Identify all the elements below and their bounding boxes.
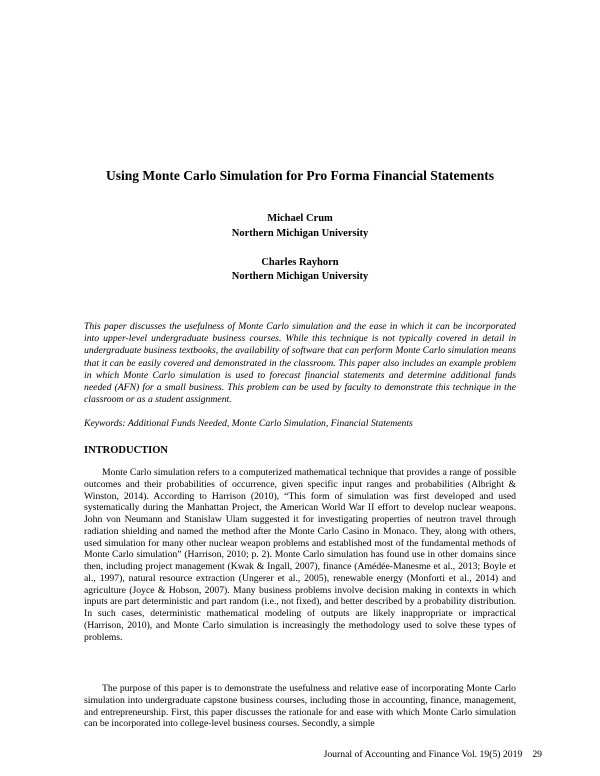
author-affiliation: Northern Michigan University: [231, 228, 369, 239]
keywords: Keywords: Additional Funds Needed, Monte Carlo Simulation, Financial Statements: [84, 418, 413, 429]
section-heading: INTRODUCTION: [84, 445, 169, 456]
author-affiliation: Northern Michigan University: [231, 271, 369, 282]
author-name: Michael Crum: [267, 213, 333, 224]
page-footer: [324, 749, 542, 761]
paper-title: Using Monte Carlo Simulation for Pro Forma Financial Statements: [106, 168, 494, 183]
page-number: 29: [532, 749, 542, 760]
journal-citation: Journal of Accounting and Finance Vol. 19(5) 2019: [323, 749, 523, 760]
body-paragraph: Monte Carlo simulation refers to a computerized mathematical technique that provides a range of possible outcomes and their probabilities of occurrence, given specific input ranges and probabilities (Albright & Winston, 2014). According to Harrison (2010), “This form of simulation was first developed and used systematically during the Manhattan Project, the American World War II effort to develop nuclear weapons. John von Neumann and Stanislaw Ulam suggested it for investigating properties of neutron travel through radiation shielding and named the method after the Monte Carlo Casino in Monaco. They, along with others, used simulation for many other nuclear weapon problems and established most of the fundamental methods of Monte Carlo simulation” (Harrison, 2010; p. 2). Monte Carlo simulation has found use in other domains since then, including project management (Kwak & Ingall, 2007), finance (Amédée-Manesme et al., 2013; Boyle et al., 1997), natural resource extraction (Ungerer et al., 2005), renewable energy (Monforti et al., 2014) and agriculture (Joyce & Hobson, 2007). Many business problems involve decision making in contexts in which inputs are part deterministic and part random (i.e., not fixed), and better described by a probability distribution. In such cases, deterministic mathematical modeling of outputs are likely inappropriate or impractical (Harrison, 2010), and Monte Carlo simulation is increasingly the methodology used to solve these types of problems.: [84, 467, 516, 643]
body-paragraph: The purpose of this paper is to demonstrate the usefulness and relative ease of incorporating Monte Carlo simulation into undergraduate capstone business courses, including those in accounting, finance, management, and entrepreneurship. First, this paper discusses the rationale for and ease with which Monte Carlo simulation can be incorporated into college-level business courses. Secondly, a simple: [84, 683, 516, 730]
author-name: Charles Rayhorn: [261, 257, 339, 268]
abstract: This paper discusses the usefulness of Monte Carlo simulation and the ease in which it can be incorporated into upper-level undergraduate business courses. While this technique is not typically covered in detail in undergraduate business textbooks, the availability of software that can perform Monte Carlo simulation means that it can be easily covered and demonstrated in the classroom. This paper also includes an example problem in which Monte Carlo simulation is used to forecast financial statements and determine additional funds needed (AFN) for a small business. This problem can be used by faculty to demonstrate this technique in the classroom or as a student assignment.: [84, 321, 516, 406]
